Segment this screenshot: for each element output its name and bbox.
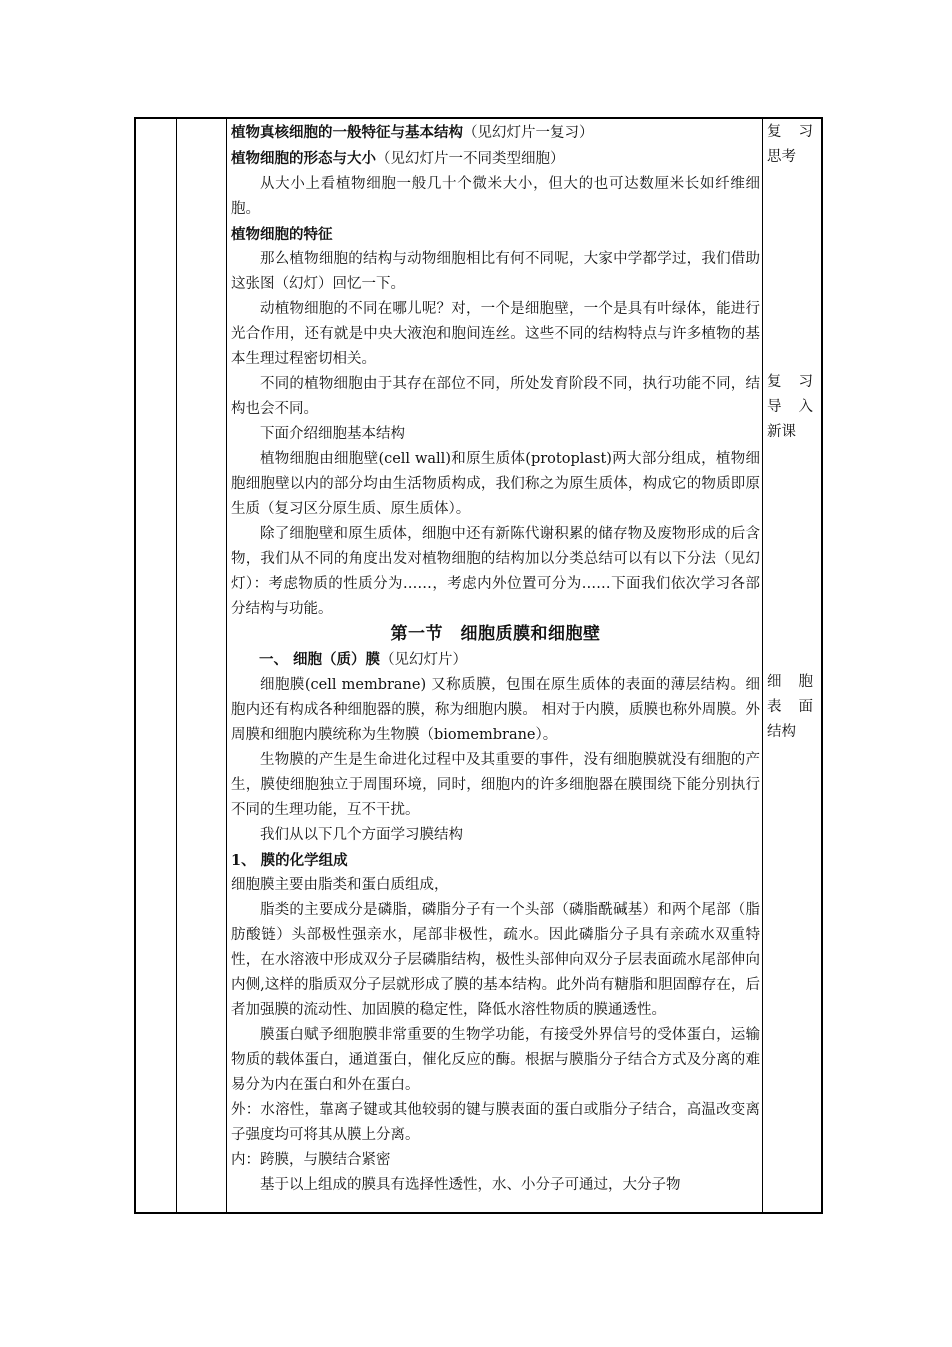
paragraph: 内：跨膜，与膜结合紧密 xyxy=(231,1152,391,1168)
paragraph: 那么植物细胞的结构与动物细胞相比有何不同呢，大家中学都学过，我们借助这张图（幻灯）回忆一下。 xyxy=(231,251,760,292)
note-line: 结构 xyxy=(767,724,796,740)
heading-note: （见幻灯片一不同类型细胞） xyxy=(376,151,565,167)
subsection-heading xyxy=(231,647,760,673)
heading-bold: 一、 细胞（质）膜 xyxy=(259,651,381,668)
note-surface-structure xyxy=(767,670,813,745)
paragraph: 动植物细胞的不同在哪儿呢？对，一个是细胞壁，一个是具有叶绿体，能进行光合作用，还有就是中央大液泡和胞间连丝。这些不同的结构特点与许多植物的基本生理过程密切相关。 xyxy=(231,301,760,367)
note-line: 新课 xyxy=(767,424,796,440)
note-line: 复 习 xyxy=(767,124,813,140)
paragraph: 细胞膜(cell membrane) 又称质膜，包围在原生质体的表面的薄层结构。细胞内还有构成各种细胞器的膜，称为细胞内膜。 相对于内膜，质膜也称外周膜。外周膜和细胞内膜统称为生物膜（biomembrane）。 xyxy=(231,677,760,743)
paragraph: 不同的植物细胞由于其存在部位不同，所处发育阶段不同，执行功能不同，结构也会不同。 xyxy=(231,376,760,417)
heading-chemical-composition: 1、 膜的化学组成 xyxy=(231,852,348,869)
paragraph: 膜蛋白赋予细胞膜非常重要的生物学功能，有接受外界信号的受体蛋白，运输物质的载体蛋白，通道蛋白，催化反应的酶。根据与膜脂分子结合方式及分离的难易分为内在蛋白和外在蛋白。 xyxy=(231,1027,760,1093)
heading-cell-shape xyxy=(231,146,760,172)
section-title: 第一节 细胞质膜和细胞壁 xyxy=(390,624,601,644)
paragraph: 外：水溶性，靠离子键或其他较弱的键与膜表面的蛋白或脂分子结合，高温改变离子强度均可将其从膜上分离。 xyxy=(231,1102,760,1143)
heading-bold: 植物细胞的形态与大小 xyxy=(231,150,376,167)
note-line: 表 面 xyxy=(767,699,813,715)
paragraph: 我们从以下几个方面学习膜结构 xyxy=(260,827,463,843)
note-line: 导 入 xyxy=(767,399,813,415)
heading-bold: 植物真核细胞的一般特征与基本结构 xyxy=(231,124,463,141)
heading-note: （见幻灯片一复习） xyxy=(463,125,594,141)
heading-cell-features: 植物细胞的特征 xyxy=(231,226,333,243)
column-divider xyxy=(176,119,177,1212)
paragraph: 下面介绍细胞基本结构 xyxy=(260,426,405,442)
paragraph: 基于以上组成的膜具有选择性透性，水、小分子可通过，大分子物 xyxy=(260,1177,681,1193)
paragraph: 细胞膜主要由脂类和蛋白质组成， xyxy=(231,877,449,893)
column-divider xyxy=(226,119,227,1212)
note-review xyxy=(767,120,813,170)
lesson-table xyxy=(134,117,823,1214)
lesson-content xyxy=(228,119,762,1198)
side-notes xyxy=(763,119,823,740)
paragraph: 生物膜的产生是生命进化过程中及其重要的事件，没有细胞膜就没有细胞的产生，膜使细胞独立于周围环境，同时，细胞内的许多细胞器在膜围绕下能分别执行不同的生理功能，互不干扰。 xyxy=(231,752,760,818)
heading-note: （见幻灯片） xyxy=(380,652,468,668)
heading-cell-structure xyxy=(231,120,760,146)
paragraph: 除了细胞壁和原生质体，细胞中还有新陈代谢积累的储存物及废物形成的后含物，我们从不同的角度出发对植物细胞的结构加以分类总结可以有以下分法（见幻灯）：考虑物质的性质分为……，考虑内外位置可分为……下面我们依次学习各部分结构与功能。 xyxy=(231,526,760,617)
note-line: 思考 xyxy=(767,149,796,165)
note-line: 细 胞 xyxy=(767,674,813,690)
paragraph: 从大小上看植物细胞一般几十个微米大小，但大的也可达数厘米长如纤维细胞。 xyxy=(231,176,760,217)
column-divider xyxy=(762,119,763,1212)
paragraph: 植物细胞由细胞壁(cell wall)和原生质体(protoplast)两大部分组成，植物细胞细胞壁以内的部分均由生活物质构成，我们称之为原生质体，构成它的物质即原生质（复习区分原生质、原生质体）。 xyxy=(231,451,760,517)
paragraph: 脂类的主要成分是磷脂，磷脂分子有一个头部（磷脂酰碱基）和两个尾部（脂肪酸链）头部极性强亲水，尾部非极性，疏水。因此磷脂分子具有亲疏水双重特性，在水溶液中形成双分子层磷脂结构，极性头部伸向双分子层表面疏水尾部伸向内侧,这样的脂质双分子层就形成了膜的基本结构。此外尚有糖脂和胆固醇存在，后者加强膜的流动性、加固膜的稳定性，降低水溶性物质的膜通透性。 xyxy=(231,902,760,1018)
note-introduce xyxy=(767,370,813,445)
note-line: 复 习 xyxy=(767,374,813,390)
